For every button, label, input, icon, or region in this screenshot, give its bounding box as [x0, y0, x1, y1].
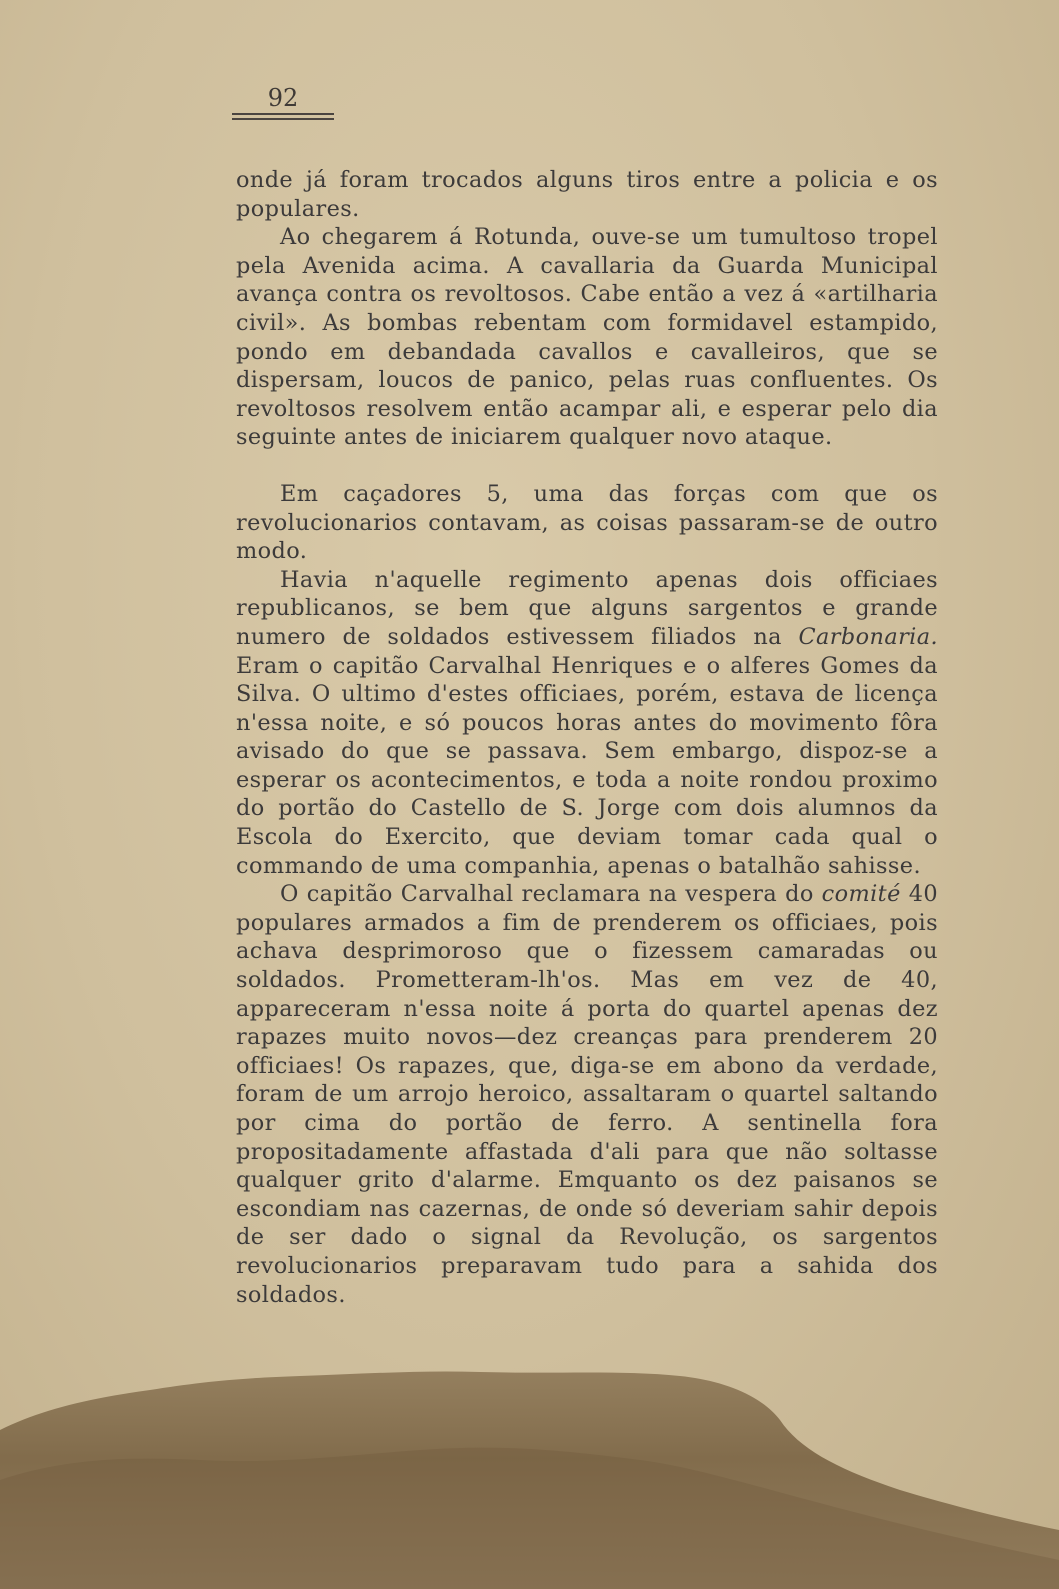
paragraph-4 — [236, 566, 938, 881]
water-stain — [0, 1360, 1059, 1589]
paragraph-1: onde já foram trocados alguns tiros entre a policia e os populares. — [236, 167, 938, 222]
page-number-rule-top — [232, 113, 334, 115]
paragraph-5 — [236, 880, 938, 1309]
page-number: 92 — [267, 84, 299, 112]
page-number-rule-bottom — [232, 118, 334, 120]
paragraph-3: Em caçadores 5, uma das forças com que os revolucionarios contavam, as coisas passaram-se de outro modo. — [236, 480, 938, 565]
paragraph-5-text-after: 40 populares armados a fim de prenderem os officiaes, pois achava desprimoroso que o fizessem camaradas ou soldados. Prometteram-lh'os. Mas em vez de 40, appareceram n'essa noite á porta do quartel apenas dez rapazes muito novos—dez creanças para prenderem 20 officiaes! Os rapazes, que, diga-se em abono da verdade, foram de um arrojo heroico, assaltaram o quartel saltando por cima do portão de ferro. A sentinella fora propositadamente affastada d'ali para que não soltasse qualquer grito d'alarme. Emquanto os dez paisanos se escondiam nas cazernas, de onde só deveriam sahir depois de ser dado o signal da Revolução, os sargentos revolucionarios preparavam tudo para a sahida dos soldados. — [236, 881, 938, 1308]
paragraph-2: Ao chegarem á Rotunda, ouve-se um tumultoso tropel pela Avenida acima. A cavallaria da Guarda Municipal avança contra os revoltosos. Cabe então a vez á «artilharia civil». As bombas rebentam com formidavel estampido, pondo em debandada cavallos e cavalleiros, que se dispersam, loucos de panico, pelas ruas confluentes. Os revoltosos resolvem então acampar ali, e esperar pelo dia seguinte antes de iniciarem qualquer novo ataque. — [236, 224, 938, 451]
paragraph-5-text-before: O capitão Carvalhal reclamara na vespera do — [280, 881, 822, 908]
paragraph-5-emphasis: comité — [821, 881, 901, 908]
paragraph-4-text-after: Eram o capitão Carvalhal Henriques e o alferes Gomes da Silva. O ultimo d'estes officiaes, porém, estava de licença n'essa noite, e só poucos horas antes do movimento fôra avisado do que se passava. Sem embargo, dispoz-se a esperar os acontecimentos, e toda a noite rondou proximo do portão do Castello de S. Jorge com dois alumnos da Escola do Exercito, que deviam tomar cada qual o commando de uma companhia, apenas o batalhão sahisse. — [236, 652, 938, 879]
body-text — [236, 166, 938, 1309]
paragraph-4-emphasis: Carbonaria. — [798, 623, 938, 650]
paragraph-4-text-before: Havia n'aquelle regimento apenas dois officiaes republicanos, se bem que alguns sargentos e grande numero de soldados estivessem filiados na — [236, 566, 938, 650]
